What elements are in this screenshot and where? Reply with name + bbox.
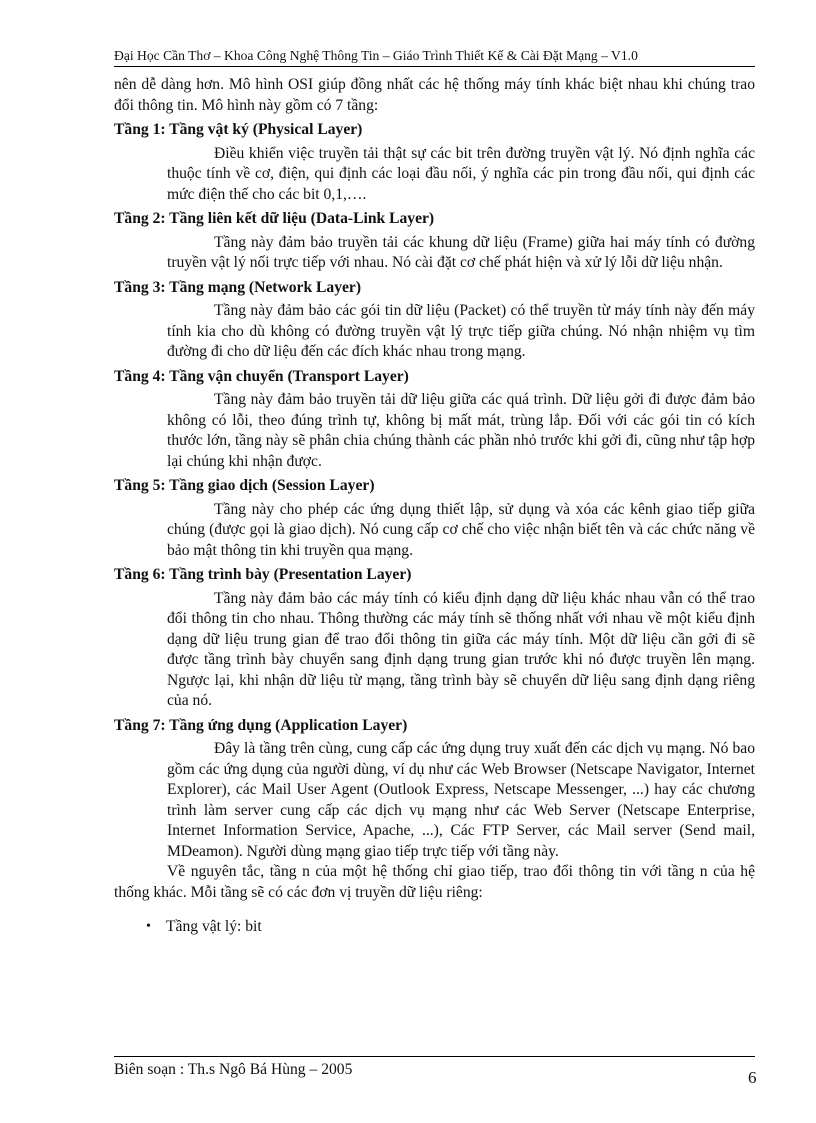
pdu-list (114, 917, 755, 938)
footer-author: Biên soạn : Th.s Ngô Bá Hùng – 2005 (114, 1061, 353, 1078)
footer-divider (114, 1056, 755, 1057)
header-divider (114, 66, 755, 67)
layer-body-5: Tầng này cho phép các ứng dụng thiết lập, sử dụng và xóa các kênh giao tiếp giữa chúng (được gọi là giao dịch). Nó cung cấp cơ chế cho việc nhận biết tên và các chức năng về bảo mật thông tin khi truyền qua mạng. (167, 500, 755, 559)
closing-paragraph: Về nguyên tắc, tầng n của một hệ thống chỉ giao tiếp, trao đổi thông tin với tầng n của hệ thống khác. Mỗi tầng sẽ có các đơn vị truyền dữ liệu riêng: (114, 863, 755, 901)
page-content (114, 75, 755, 938)
layer-section-6 (114, 565, 755, 712)
layer-body-4: Tầng này đảm bảo truyền tải dữ liệu giữa các quá trình. Dữ liệu gởi đi được đảm bảo không có lỗi, theo đúng trình tự, không bị mất mát, trùng lắp. Đối với các gói tin có kích thước lớn, tầng này sẽ phân chia chúng thành các phần nhỏ trước khi gởi đi, cũng như tập hợp lại chúng khi nhận được. (167, 391, 755, 470)
layer-heading-6: Tầng 6: Tầng trình bày (Presentation Layer) (114, 566, 412, 583)
layer-heading-4: Tầng 4: Tầng vận chuyển (Transport Layer) (114, 367, 409, 385)
layer-body-7: Đây là tầng trên cùng, cung cấp các ứng dụng truy xuất đến các dịch vụ mạng. Nó bao gồm các ứng dụng của người dùng, ví dụ như các Web Browser (Netscape Navigator, Internet Explorer), các Mail User Agent (Outlook Express, Netscape Messenger, ...) hay các chương trình làm server cung cấp các dịch vụ mạng như các Web Server (Netscape Enterprise, Internet Information Service, Apache, ...), Các FTP Server, các Mail server (Send mail, MDeamon). Người dùng mạng giao tiếp trực tiếp với tầng này. (167, 740, 755, 860)
layer-section-7 (114, 716, 755, 863)
bullet-icon: • (146, 919, 151, 934)
page-number: 6 (748, 1068, 757, 1087)
layer-heading-1: Tầng 1: Tầng vật ký (Physical Layer) (114, 121, 363, 138)
layer-heading-5: Tầng 5: Tầng giao dịch (Session Layer) (114, 477, 375, 494)
list-item (146, 917, 755, 938)
layer-section-2 (114, 209, 755, 274)
layer-section-3 (114, 278, 755, 363)
layer-body-6: Tầng này đảm bảo các máy tính có kiểu định dạng dữ liệu khác nhau vẫn có thể trao đổi thông tin cho nhau. Thông thường các máy tính sẽ thống nhất với nhau về một kiểu định dạng dữ liệu trung gian để trao đổi thông tin giữa các máy tính. Một dữ liệu cần gởi đi sẽ được tầng trình bày chuyển sang định dạng trung gian trước khi nó được truyền lên mạng. Ngược lại, khi nhận dữ liệu từ mạng, tầng trình bày sẽ chuyển dữ liệu sang định dạng riêng của nó. (167, 589, 755, 709)
layer-section-5 (114, 476, 755, 561)
intro-paragraph: nên dễ dàng hơn. Mô hình OSI giúp đồng nhất các hệ thống máy tính khác biệt nhau khi chúng trao đổi thông tin. Mô hình này gồm có 7 tầng: (114, 76, 755, 114)
layer-heading-2: Tầng 2: Tầng liên kết dữ liệu (Data-Link Layer) (114, 210, 435, 227)
layer-body-2: Tầng này đảm bảo truyền tải các khung dữ liệu (Frame) giữa hai máy tính có đường truyền vật lý nối trực tiếp với nhau. Nó cài đặt cơ chế phát hiện và xử lý lỗi dữ liệu nhận. (167, 233, 755, 271)
layer-body-1: Điều khiển việc truyền tải thật sự các bit trên đường truyền vật lý. Nó định nghĩa các thuộc tính về cơ, điện, qui định các loại đầu nối, ý nghĩa các pin trong đầu nối, qui định các mức điện thế cho các bit 0,1,…. (167, 144, 755, 203)
layer-section-4 (114, 367, 755, 473)
layer-body-3: Tầng này đảm bảo các gói tin dữ liệu (Packet) có thể truyền từ máy tính này đến máy tính kia cho dù không có đường truyền vật lý trực tiếp giữa chúng. Nó nhận nhiệm vụ tìm đường đi cho dữ liệu đến các đích khác nhau trong mạng. (167, 302, 755, 360)
layer-heading-3: Tầng 3: Tầng mạng (Network Layer) (114, 278, 362, 296)
list-item-text: Tầng vật lý: bit (166, 918, 262, 935)
page-header: Đại Học Cần Thơ – Khoa Công Nghệ Thông Tin – Giáo Trình Thiết Kế & Cài Đặt Mạng – V1.0 (114, 48, 638, 63)
layer-section-1 (114, 120, 755, 205)
layer-heading-7: Tầng 7: Tầng ứng dụng (Application Layer) (114, 716, 408, 734)
